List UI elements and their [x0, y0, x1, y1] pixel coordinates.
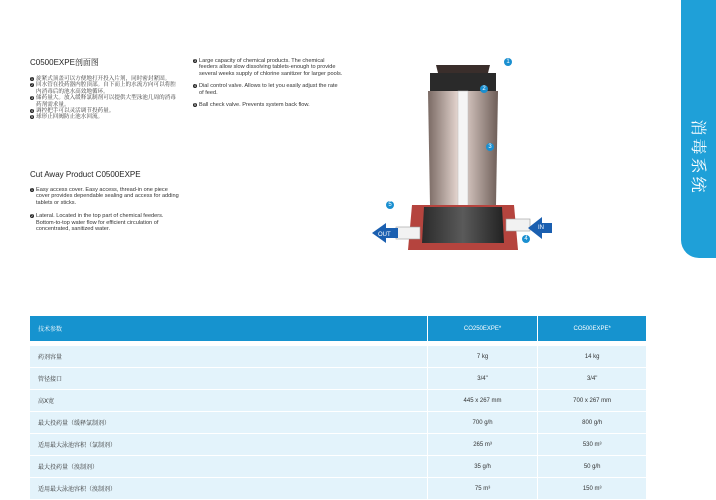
callout-badge: 1	[504, 58, 512, 66]
table-header	[30, 316, 646, 341]
side-tab-char: 系	[689, 157, 708, 174]
en-feature-list-right	[193, 58, 343, 114]
item-text: Easy access cover. Easy access, thread-in one piece cover provides dependable sealing and access for adding tablets or sticks.	[36, 187, 179, 206]
item-number: 3	[31, 96, 33, 101]
list-item	[193, 58, 343, 77]
row-value: 700 g/h	[427, 412, 538, 433]
item-text: 回水管在投药器内腔顶部。自下而上的水流方向可以将腔内消毒后的池水高效地循环。	[36, 82, 176, 95]
item-number: 2	[31, 83, 33, 88]
table-row	[30, 390, 646, 411]
table-row	[30, 346, 646, 367]
row-value: 700 x 267 mm	[537, 390, 646, 411]
side-tab-label	[681, 118, 716, 194]
row-value: 3/4"	[537, 368, 646, 389]
callout-badge: 5	[386, 201, 394, 209]
row-label: 最大投药量（溴制剂）	[38, 464, 99, 471]
cn-feature-list	[30, 76, 180, 121]
in-label: IN	[538, 225, 544, 231]
item-number: 4	[31, 109, 33, 114]
item-text: 球形止回阀防止池水回流。	[36, 114, 104, 121]
row-label: 适用最大泳池容积（氯制剂）	[38, 442, 117, 449]
item-text: 调控把手可以灵活调节投药量。	[36, 108, 115, 115]
row-value: 75 m³	[427, 478, 538, 499]
row-label: 高X宽	[38, 398, 55, 405]
item-number: 3	[194, 59, 196, 63]
list-item	[30, 213, 180, 232]
row-value: 50 g/h	[537, 456, 646, 477]
header-cell-model-1: CO250EXPE*	[427, 316, 538, 341]
table-row	[30, 412, 646, 433]
side-category-tab	[681, 0, 716, 258]
out-label: OUT	[378, 232, 391, 238]
chemical-feeder-cutaway-image	[372, 55, 552, 270]
cn-section-title: C0500EXPE剖面图	[30, 58, 99, 67]
table-row	[30, 456, 646, 477]
side-tab-char: 毒	[689, 138, 708, 155]
list-item	[30, 114, 180, 120]
row-value: 7 kg	[427, 346, 538, 367]
item-number: 5	[194, 103, 196, 108]
list-item	[30, 82, 180, 95]
table-row	[30, 368, 646, 389]
table-row	[30, 478, 646, 499]
item-number: 4	[194, 84, 196, 89]
row-value: 3/4"	[427, 368, 538, 389]
callout-badge: 3	[486, 143, 494, 151]
item-number: 1	[31, 77, 33, 81]
callout-badge: 4	[522, 235, 530, 243]
item-number: 1	[31, 188, 33, 192]
row-label: 适用最大泳池容积（溴制剂）	[38, 486, 117, 493]
row-label: 药剂容量	[38, 354, 63, 361]
header-cell-param: 技术参数	[38, 327, 63, 333]
row-value: 800 g/h	[537, 412, 646, 433]
row-value: 14 kg	[537, 346, 646, 367]
list-item	[193, 83, 343, 96]
row-value: 445 x 267 mm	[427, 390, 538, 411]
row-value: 35 g/h	[427, 456, 538, 477]
en-section-title: Cut Away Product C0500EXPE	[30, 170, 141, 179]
row-value: 150 m³	[537, 478, 646, 499]
list-item	[193, 102, 343, 108]
row-label: 管径接口	[38, 376, 63, 383]
item-text: Dial control valve. Allows to let you easily adjust the rate of feed.	[199, 83, 338, 96]
side-tab-char: 消	[689, 119, 708, 136]
item-number: 5	[31, 115, 33, 120]
item-text: Ball check valve. Prevents system back flow.	[199, 102, 310, 109]
list-item	[30, 187, 180, 206]
item-text: Lateral. Located in the top part of chemical feeders. Bottom-to-top water flow for efficient circulation of concentrated, sanitized water.	[36, 213, 164, 233]
en-feature-list-left	[30, 187, 180, 239]
spec-table	[30, 316, 646, 500]
header-cell-model-2: CO500EXPE*	[537, 316, 646, 341]
row-value: 265 m³	[427, 434, 538, 455]
callout-badge: 2	[480, 85, 488, 93]
item-text: Large capacity of chemical products. The chemical feeders allow slow dissolving tablets-enough to provide several weeks supply of chlorine sanitizer for larger pools.	[199, 58, 343, 77]
item-text: 储药量大。放入缓释氯制剂可以提供大型泳池几周的消毒药剂需求量。	[36, 95, 176, 108]
side-tab-char: 统	[689, 176, 708, 193]
list-item	[30, 95, 180, 108]
table-row	[30, 434, 646, 455]
item-number: 2	[31, 214, 33, 219]
row-value: 530 m³	[537, 434, 646, 455]
item-text: 旋紧式顶盖可以方便地打开投入片剂，同时密封紧固。	[36, 76, 171, 82]
row-label: 最大投药量（缓释氯制剂）	[38, 420, 111, 427]
